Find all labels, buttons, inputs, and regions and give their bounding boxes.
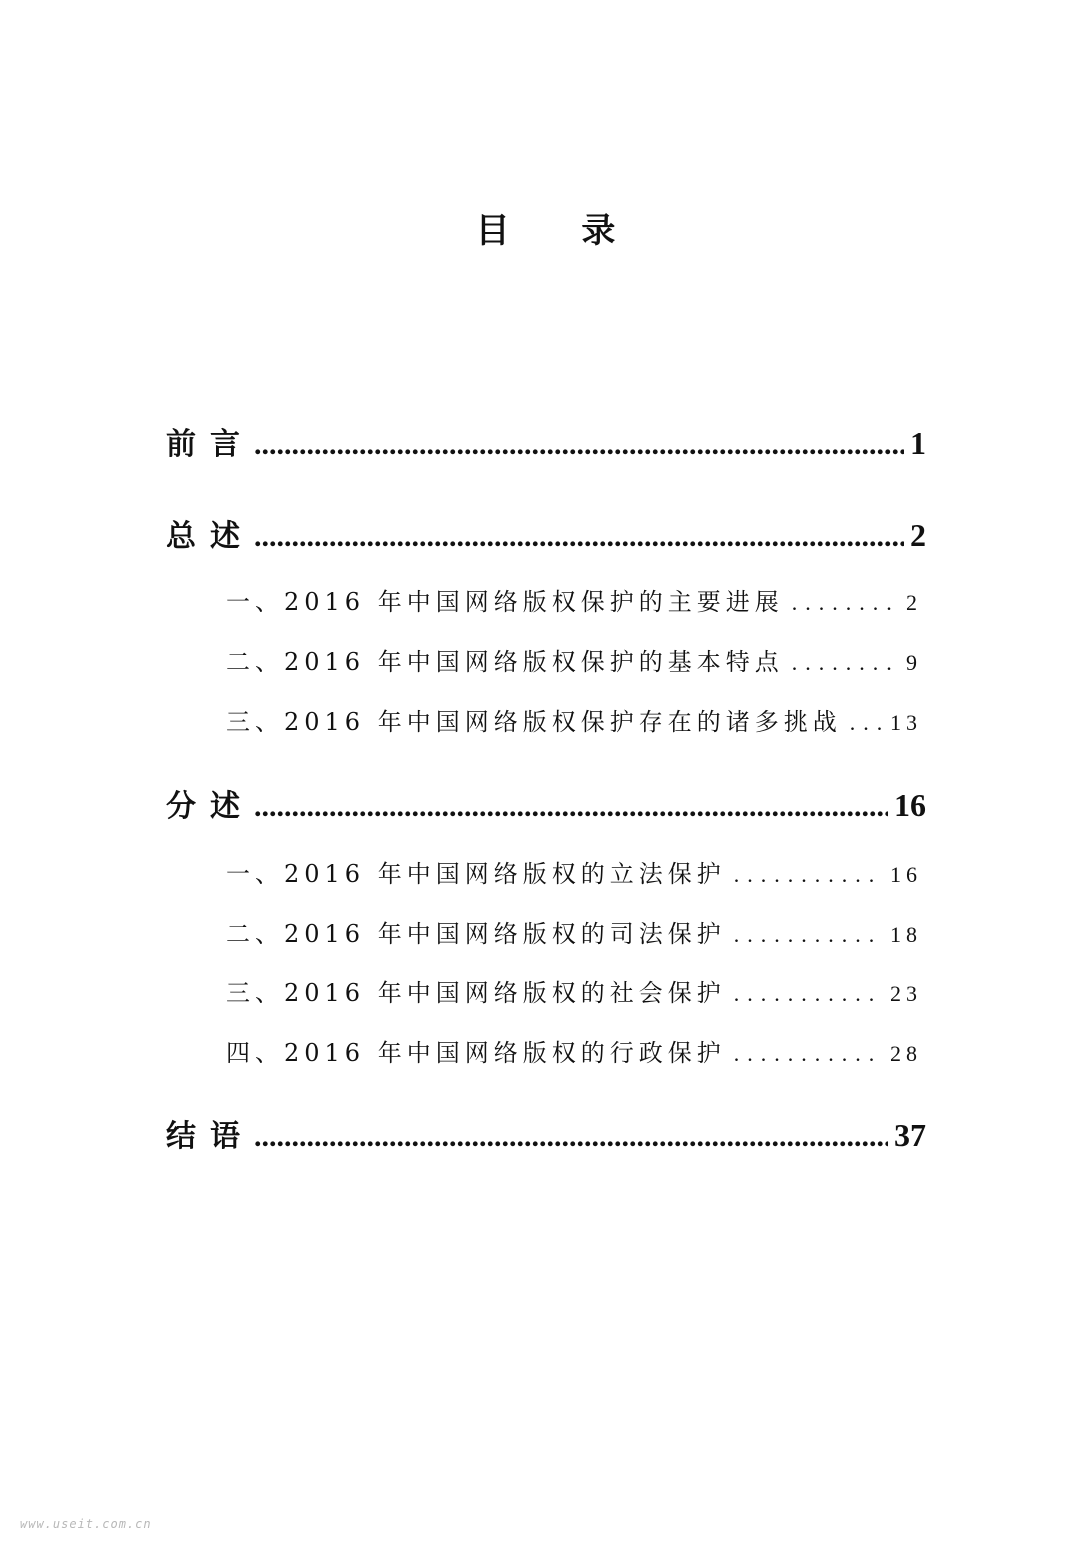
dot-leader bbox=[792, 643, 898, 682]
toc-page-number: 28 bbox=[890, 1041, 922, 1066]
toc-entry-label: 总述 bbox=[166, 519, 254, 554]
toc-page-number: 2 bbox=[906, 590, 922, 615]
dot-leader bbox=[254, 1112, 888, 1160]
toc-subentry-label: 三、2016 年中国网络版权保护存在的诸多挑战 bbox=[226, 708, 842, 736]
toc-page-number: 9 bbox=[906, 650, 922, 675]
toc-subentry[interactable] bbox=[226, 582, 922, 622]
toc-subentry-label: 三、2016 年中国网络版权的社会保护 bbox=[226, 979, 726, 1007]
dot-leader bbox=[254, 782, 888, 830]
toc-entry-conclusion[interactable] bbox=[166, 1110, 926, 1160]
toc-page-number: 1 bbox=[910, 425, 926, 461]
dot-leader bbox=[734, 915, 882, 954]
toc-entry-details[interactable] bbox=[166, 780, 926, 830]
toc-subentry-label: 二、2016 年中国网络版权保护的基本特点 bbox=[226, 648, 784, 676]
toc-subentry[interactable] bbox=[226, 702, 922, 742]
page-title: 目 录 bbox=[475, 211, 646, 251]
toc-subentry[interactable] bbox=[226, 854, 922, 894]
toc-entry-label: 分述 bbox=[166, 789, 254, 824]
toc-entry-preface[interactable] bbox=[166, 418, 926, 468]
watermark: www.useit.com.cn bbox=[20, 1517, 152, 1531]
toc-page-number: 37 bbox=[894, 1117, 926, 1153]
toc-page-number: 16 bbox=[890, 862, 922, 887]
toc-entry-overview[interactable] bbox=[166, 510, 926, 560]
toc-subentry[interactable] bbox=[226, 642, 922, 682]
toc-page-number: 13 bbox=[890, 710, 922, 735]
toc-subentry-label: 一、2016 年中国网络版权的立法保护 bbox=[226, 860, 726, 888]
toc-page-number: 18 bbox=[890, 922, 922, 947]
dot-leader bbox=[734, 974, 882, 1013]
toc-page-number: 16 bbox=[894, 787, 926, 823]
toc-subentry-label: 二、2016 年中国网络版权的司法保护 bbox=[226, 920, 726, 948]
dot-leader bbox=[254, 420, 904, 468]
toc-page-number: 23 bbox=[890, 981, 922, 1006]
dot-leader bbox=[734, 1034, 882, 1073]
toc-subentry-label: 一、2016 年中国网络版权保护的主要进展 bbox=[226, 588, 784, 616]
toc-subentry[interactable] bbox=[226, 973, 922, 1013]
toc-subentry[interactable] bbox=[226, 914, 922, 954]
toc-subentry[interactable] bbox=[226, 1033, 922, 1073]
toc-entry-label: 前言 bbox=[166, 427, 254, 462]
toc-page-number: 2 bbox=[910, 517, 926, 553]
dot-leader bbox=[792, 583, 898, 622]
toc-entry-label: 结语 bbox=[166, 1119, 254, 1154]
dot-leader bbox=[254, 512, 904, 560]
toc-subentry-label: 四、2016 年中国网络版权的行政保护 bbox=[226, 1039, 726, 1067]
dot-leader bbox=[850, 703, 882, 742]
dot-leader bbox=[734, 855, 882, 894]
